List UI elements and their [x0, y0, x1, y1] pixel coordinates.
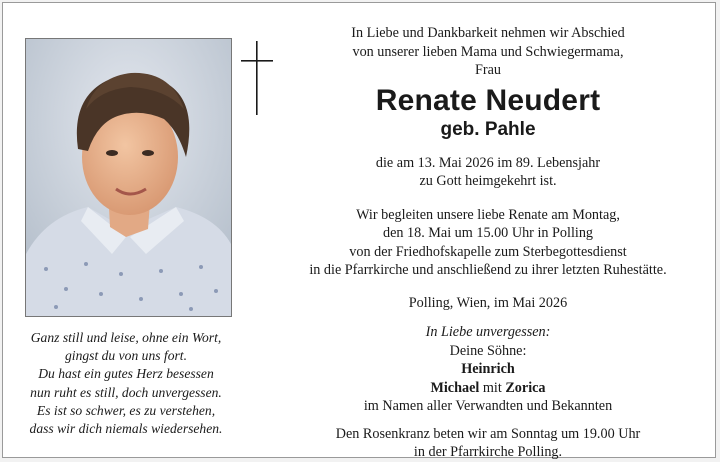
obituary-card — [2, 2, 716, 458]
poem-line: gingst du von uns fort. — [65, 348, 187, 364]
intro-line: Frau — [474, 62, 501, 78]
connector-word: mit — [482, 379, 502, 396]
funeral-details — [265, 206, 711, 280]
poem-line: Du hast ein gutes Herz besessen — [38, 366, 214, 382]
memorial-poem — [7, 329, 245, 438]
intro-block — [265, 3, 711, 80]
son-name: Michael — [430, 379, 480, 396]
portrait-photo — [25, 38, 232, 317]
poem-line: Es ist so schwer, es zu verstehen, — [36, 402, 216, 418]
son-name: Heinrich — [461, 361, 515, 377]
sons-label: Deine Söhne: — [449, 342, 527, 359]
poem-line: nun ruht es still, doch unvergessen. — [30, 384, 222, 400]
poem-line: Ganz still und leise, ohne ein Wort, — [30, 330, 222, 345]
funeral-line: den 18. Mai um 15.00 Uhr in Polling — [382, 225, 594, 241]
funeral-line: von der Friedhofskapelle zum Sterbegottesdienst — [349, 243, 627, 260]
death-notice-line: die am 13. Mai 2026 im 89. Lebensjahr — [375, 154, 601, 171]
son-with-spouse — [265, 379, 711, 398]
place-date: Polling, Wien, im Mai 2026 — [408, 294, 568, 311]
intro-line: In Liebe und Dankbarkeit nehmen wir Abschied — [351, 25, 625, 41]
rosary-line: Den Rosenkranz beten wir am Sonntag um 19.00 Uhr — [335, 425, 641, 442]
spouse-name: Zorica — [505, 379, 546, 396]
rosary-line: in der Pfarrkirche Polling. — [413, 444, 563, 460]
death-notice-line: zu Gott heimgekehrt ist. — [419, 173, 557, 189]
birth-name: geb. Pahle — [440, 118, 536, 140]
mourners-heading: In Liebe unvergessen: — [425, 324, 551, 340]
funeral-line: Wir begleiten unsere liebe Renate am Montag, — [356, 206, 620, 223]
poem-line: dass wir dich niemals wiedersehen. — [29, 421, 223, 437]
intro-line: von unserer lieben Mama und Schwiegermama, — [352, 43, 624, 60]
deceased-name: Renate Neudert — [375, 83, 601, 117]
death-notice — [265, 154, 711, 191]
funeral-line: in die Pfarrkirche und anschließend zu ihrer letzten Ruhestätte. — [309, 262, 667, 278]
relatives-line: im Namen aller Verwandten und Bekannten — [363, 398, 613, 414]
mourners-block — [265, 323, 711, 416]
rosary-notice — [265, 425, 711, 462]
notice-text-column — [265, 3, 711, 462]
